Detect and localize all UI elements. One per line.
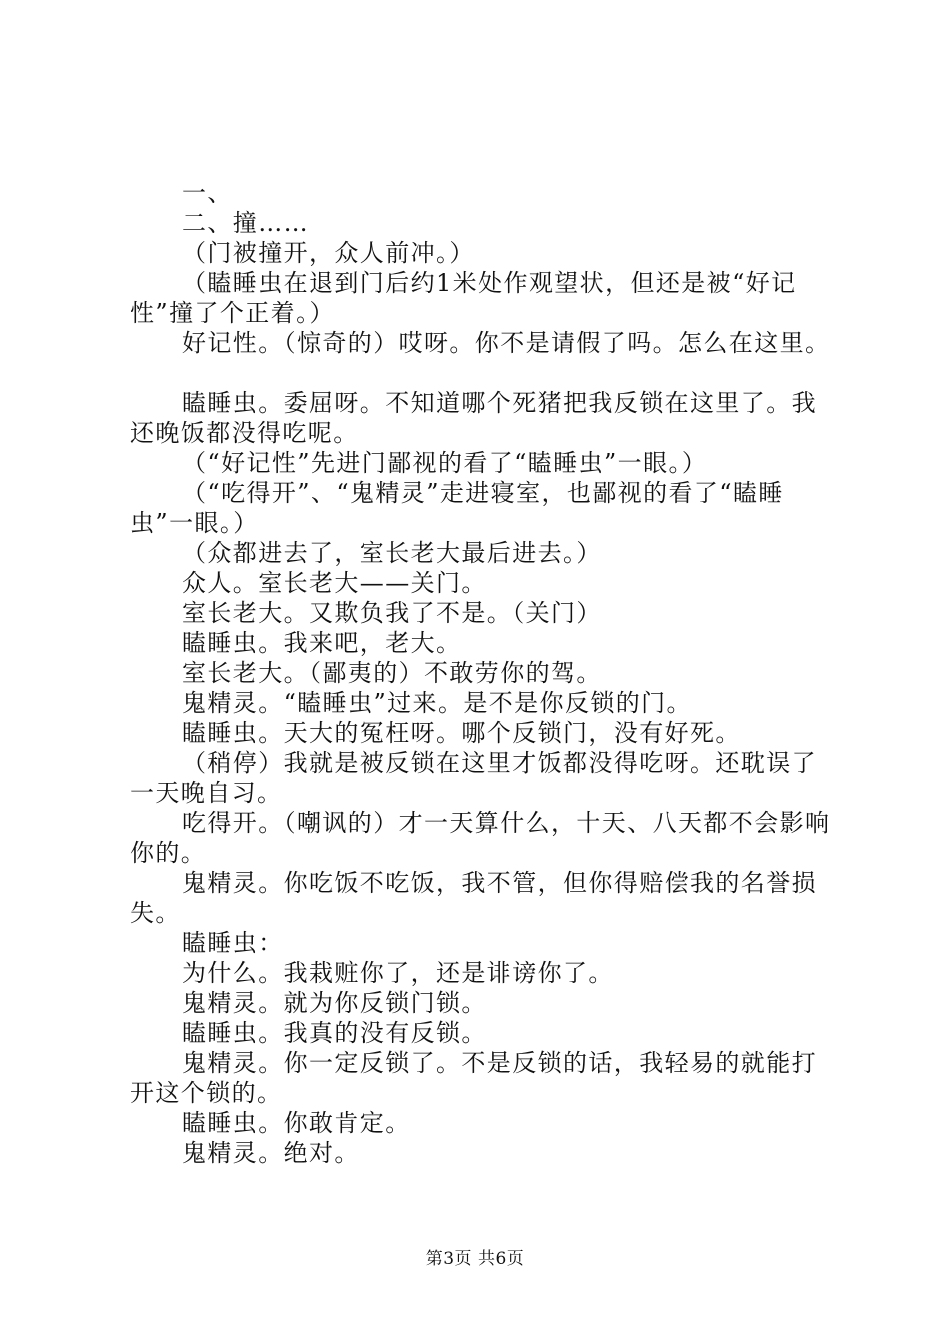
- paragraph: 室长老大。又欺负我了不是。（关门）: [182, 599, 602, 627]
- paragraph: 室长老大。（鄙夷的）不敢劳你的驾。: [182, 659, 602, 687]
- paragraph: 瞌睡虫。我真的没有反锁。: [182, 1019, 487, 1047]
- page-footer: 第3页 共6页: [425, 1249, 525, 1269]
- paragraph: 鬼精灵。绝对。: [182, 1139, 360, 1167]
- blank-line: [130, 358, 835, 388]
- paragraph: 鬼精灵。你吃饭不吃饭，我不管，但你得赔偿我的名誉损失。: [130, 869, 817, 927]
- paragraph: （瞌睡虫在退到门后约1米处作观望状，但还是被“好记性”撞了个正着。）: [130, 269, 797, 327]
- paragraph: 吃得开。（嘲讽的）才一天算什么，十天、八天都不会影响你的。: [130, 809, 831, 867]
- paragraph: （众都进去了，室长老大最后进去。）: [182, 539, 602, 567]
- paragraph: 鬼精灵。就为你反锁门锁。: [182, 989, 487, 1017]
- paragraph: （“吃得开”、“鬼精灵”走进寝室，也鄙视的看了“瞌睡虫”一眼。）: [130, 479, 784, 537]
- paragraph: 瞌睡虫。我来吧，老大。: [182, 629, 462, 657]
- paragraph: 瞌睡虫。委屈呀。不知道哪个死猪把我反锁在这里了。我还晚饭都没得吃呢。: [130, 389, 817, 447]
- document-body: [130, 178, 835, 1168]
- paragraph: （稍停）我就是被反锁在这里才饭都没得吃呀。还耽误了一天晚自习。: [130, 749, 817, 807]
- paragraph: 瞌睡虫：: [182, 929, 284, 957]
- paragraph: 众人。室长老大——关门。: [182, 569, 487, 597]
- paragraph: 瞌睡虫。天大的冤枉呀。哪个反锁门，没有好死。: [182, 719, 741, 747]
- paragraph: 二、撞……: [182, 209, 309, 237]
- paragraph: （门被撞开，众人前冲。）: [182, 239, 475, 267]
- paragraph: 瞌睡虫。你敢肯定。: [182, 1109, 411, 1137]
- paragraph: 一、: [182, 179, 233, 207]
- paragraph: 好记性。（惊奇的）哎呀。你不是请假了吗。怎么在这里。: [182, 329, 831, 357]
- paragraph: 鬼精灵。“瞌睡虫”过来。是不是你反锁的门。: [182, 689, 692, 717]
- paragraph: 为什么。我栽赃你了，还是诽谤你了。: [182, 959, 614, 987]
- paragraph: 鬼精灵。你一定反锁了。不是反锁的话，我轻易的就能打开这个锁的。: [130, 1049, 817, 1107]
- paragraph: （“好记性”先进门鄙视的看了“瞌睡虫”一眼。）: [182, 449, 708, 477]
